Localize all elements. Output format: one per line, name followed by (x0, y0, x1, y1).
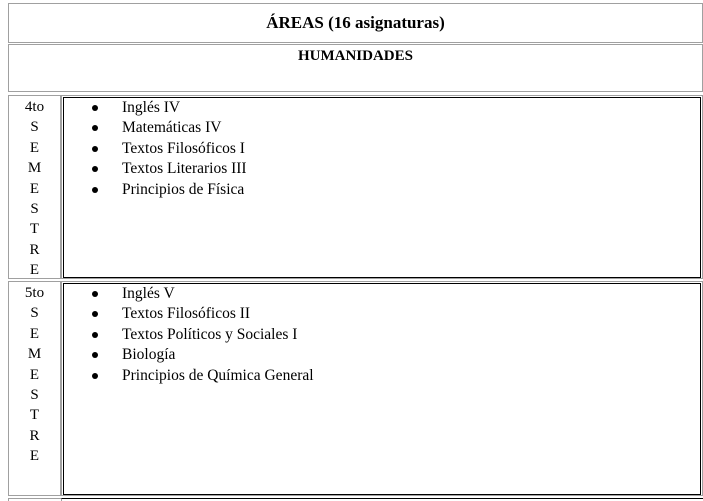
semester-label-line: R (29, 427, 40, 444)
area-header-cell (8, 44, 703, 92)
subjects-cell (63, 283, 701, 495)
bullet-icon (92, 105, 98, 111)
subject-name: Textos Políticos y Sociales I (122, 325, 298, 343)
subject-name: Matemáticas IV (122, 119, 222, 137)
list-item (64, 118, 700, 138)
bullet-icon (92, 311, 98, 317)
subject-name: Inglés IV (122, 99, 181, 116)
list-item (64, 284, 700, 304)
semester-label-line: 4to (24, 99, 45, 115)
bullet-icon (92, 146, 98, 152)
subjects-cell-outer (61, 95, 703, 279)
semester-label-line: E (29, 366, 40, 383)
table-title-cell (8, 3, 703, 43)
subject-name: Principios de Química General (122, 366, 314, 384)
list-item (64, 345, 700, 365)
subject-name: Inglés V (122, 285, 175, 302)
list-item (64, 304, 700, 324)
list-item (64, 139, 700, 159)
semester-label-line: M (27, 346, 42, 363)
bullet-icon (92, 187, 98, 193)
semester-label-line: E (29, 448, 40, 465)
semester-label-line: 5to (24, 285, 45, 301)
semester-label-line: E (29, 325, 40, 342)
list-item (64, 366, 700, 386)
bullet-icon (92, 373, 98, 379)
semester-label-line: S (30, 200, 39, 217)
bullet-icon (92, 291, 98, 297)
subjects-cell (63, 97, 701, 278)
bullet-icon (92, 125, 98, 131)
bullet-icon (92, 332, 98, 338)
semester-label-line: E (29, 262, 40, 279)
subject-list (64, 98, 700, 200)
subject-name: Principios de Física (122, 180, 245, 198)
bullet-icon (92, 352, 98, 358)
list-item (64, 325, 700, 345)
semester-label-cell (8, 281, 61, 496)
subject-name: Biología (122, 346, 176, 364)
table-title: ÁREAS (16 asignaturas) (266, 13, 445, 32)
subjects-cell-outer (61, 281, 703, 496)
semester-label-line: E (29, 139, 40, 156)
semester-label-line: M (27, 160, 42, 177)
area-title: HUMANIDADES (297, 48, 413, 64)
subject-name: Textos Literarios III (122, 160, 247, 178)
semester-label-line: E (29, 180, 40, 197)
subject-name: Textos Filosóficos I (122, 139, 245, 157)
list-item (64, 98, 700, 118)
semester-label-cell (8, 95, 61, 279)
semester-label-line: T (29, 221, 40, 238)
semester-label-line: S (30, 305, 39, 322)
semester-label-line: T (29, 407, 40, 424)
list-item (64, 159, 700, 179)
list-item (64, 180, 700, 200)
semester-label-line: S (30, 386, 39, 403)
subject-name: Textos Filosóficos II (122, 305, 251, 323)
bullet-icon (92, 166, 98, 172)
semester-label-line: S (30, 119, 39, 136)
subject-list (64, 284, 700, 386)
semester-label-line: R (29, 241, 40, 258)
